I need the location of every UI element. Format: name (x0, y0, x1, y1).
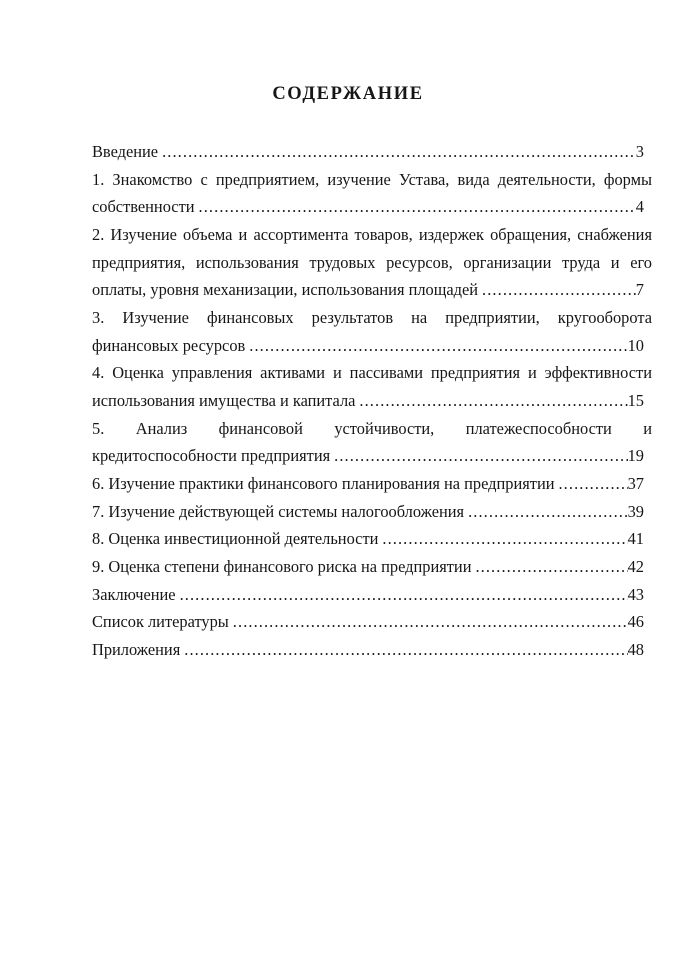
toc-entry-text: 9. Оценка степени финансового риска на предприятии (92, 556, 472, 576)
toc-entry-1 (92, 193, 644, 221)
page-number: 4 (635, 197, 644, 217)
toc-entry-5-line: 5. Анализ финансовой устойчивости, платежеспособности и (92, 418, 652, 438)
toc-entry-text: Введение (92, 142, 159, 161)
page-number: 37 (627, 473, 644, 493)
toc-entry-8 (92, 525, 644, 553)
page-number: 43 (627, 584, 644, 604)
toc-entry-2-line: предприятия, использования трудовых ресурсов, организации труда и его (92, 252, 652, 272)
toc-entry-text: использования имущества и капитала (92, 390, 356, 410)
page-number: 48 (627, 639, 644, 659)
toc-entry-text: кредитоспособности предприятия (92, 446, 331, 466)
toc-entry-text: 7. Изучение действующей системы налогообложения (92, 501, 465, 521)
page-number: 41 (627, 529, 644, 549)
toc-entry-4 (92, 387, 644, 415)
dot-leader (482, 276, 636, 304)
toc-entry-text: 8. Оценка инвестиционной деятельности (92, 529, 379, 549)
dot-leader (180, 581, 628, 609)
dot-leader (558, 470, 627, 498)
toc-entry-4-line: 4. Оценка управления активами и пассивами предприятия и эффективности (92, 363, 652, 383)
table-of-contents (92, 138, 652, 663)
toc-entry-9 (92, 553, 644, 581)
toc-entry-text: оплаты, уровня механизации, использования площадей (92, 280, 479, 300)
toc-entry-2-line: 2. Изучение объема и ассортимента товаров, издержек обращения, снабжения (92, 224, 652, 244)
toc-entry-3-line: 3. Изучение финансовых результатов на предприятии, кругооборота (92, 307, 652, 327)
toc-entry-3 (92, 332, 644, 360)
page-number: 39 (627, 501, 644, 521)
toc-entry-5 (92, 442, 644, 470)
toc-entry-conclusion (92, 581, 644, 609)
toc-title: СОДЕРЖАНИЕ (272, 84, 424, 104)
dot-leader (199, 193, 636, 221)
toc-entry-2 (92, 276, 644, 304)
dot-leader (162, 138, 636, 166)
toc-entry-text: финансовых ресурсов (92, 335, 246, 355)
toc-entry-text: 6. Изучение практики финансового планирования на предприятии (92, 473, 555, 493)
page-number: 19 (627, 446, 644, 466)
toc-entry-bibliography (92, 608, 644, 636)
dot-leader (334, 442, 627, 470)
page-number: 15 (627, 390, 644, 410)
dot-leader (382, 525, 627, 553)
toc-entry-7 (92, 498, 644, 526)
page-number: 10 (627, 335, 644, 355)
toc-entry-text: собственности (92, 197, 195, 217)
page-number: 3 (635, 142, 644, 161)
toc-entry-text: Список литературы (92, 612, 229, 632)
dot-leader (475, 553, 627, 581)
dot-leader (233, 608, 628, 636)
dot-leader (184, 636, 627, 664)
page-number: 7 (635, 280, 644, 300)
dot-leader (249, 332, 627, 360)
toc-entry-introduction (92, 138, 644, 166)
page-number: 42 (627, 556, 644, 576)
toc-entry-1-line: 1. Знакомство с предприятием, изучение Устава, вида деятельности, формы (92, 169, 652, 189)
toc-entry-appendices (92, 636, 644, 664)
toc-entry-6 (92, 470, 644, 498)
dot-leader (468, 498, 628, 526)
page-number: 46 (627, 612, 644, 632)
dot-leader (359, 387, 627, 415)
toc-entry-text: Заключение (92, 584, 176, 604)
toc-entry-text: Приложения (92, 639, 181, 659)
